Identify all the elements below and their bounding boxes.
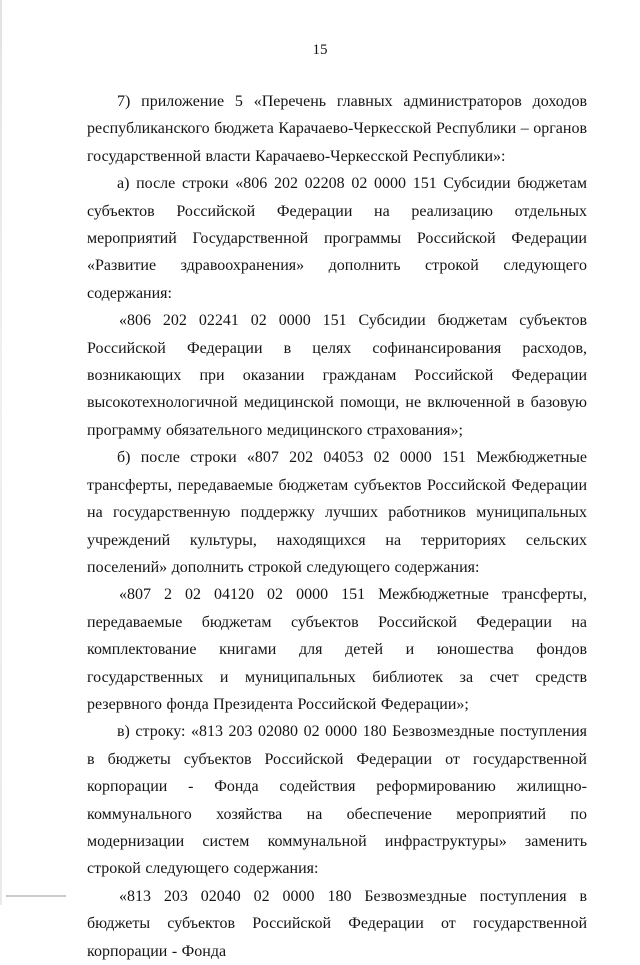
scan-edge: [0, 0, 2, 905]
paragraph-quote-806: «806 202 02241 02 0000 151 Субсидии бюджетам субъектов Российской Федерации в целях софинансирования расходов, возникающих при оказании гражданам Российской Федерации высокотехнологичной медицинской помощи, не включенной в базовую программу обязательного медицинского страхования»;: [87, 312, 587, 439]
document-body: [87, 88, 587, 965]
page-number: 15: [312, 42, 328, 58]
paragraph-item-7: 7) приложение 5 «Перечень главных администраторов доходов республиканского бюджета Карачаево-Черкесской Республики – органов государственной власти Карачаево-Черкесской Республики»:: [87, 93, 588, 165]
paragraph-quote-807: «807 2 02 04120 02 0000 151 Межбюджетные трансферты, передаваемые бюджетам субъектов Российской Федерации на комплектование книгами для детей и юношества фондов государственных и муниципальных библиотек за счет средств резервного фонда Президента Российской Федерации»;: [87, 586, 587, 713]
paragraph-subitem-a: а) после строки «806 202 02208 02 0000 151 Субсидии бюджетам субъектов Российской Федерации на реализацию отдельных мероприятий Государственной программы Российской Федерации «Развитие здравоохранения» дополнить строкой следующего содержания:: [87, 175, 587, 302]
scan-artifact: [6, 895, 66, 897]
paragraph-subitem-v: в) строку: «813 203 02080 02 0000 180 Безвозмездные поступления в бюджеты субъектов Российской Федерации от государственной корпорации - Фонда содействия реформированию жилищно-коммунального хозяйства на обеспечение мероприятий по модернизации систем коммунальной инфраструктуры» заменить строкой следующего содержания:: [87, 723, 587, 878]
paragraph-subitem-b: б) после строки «807 202 04053 02 0000 151 Межбюджетные трансферты, передаваемые бюджетам субъектов Российской Федерации на государственную поддержку лучших работников муниципальных учреждений культуры, находящихся на территориях сельских поселений» дополнить строкой следующего содержания:: [87, 449, 587, 576]
paragraph-quote-813: «813 203 02040 02 0000 180 Безвозмездные поступления в бюджеты субъектов Российской Федерации от государственной корпорации - Фонда: [87, 887, 587, 960]
